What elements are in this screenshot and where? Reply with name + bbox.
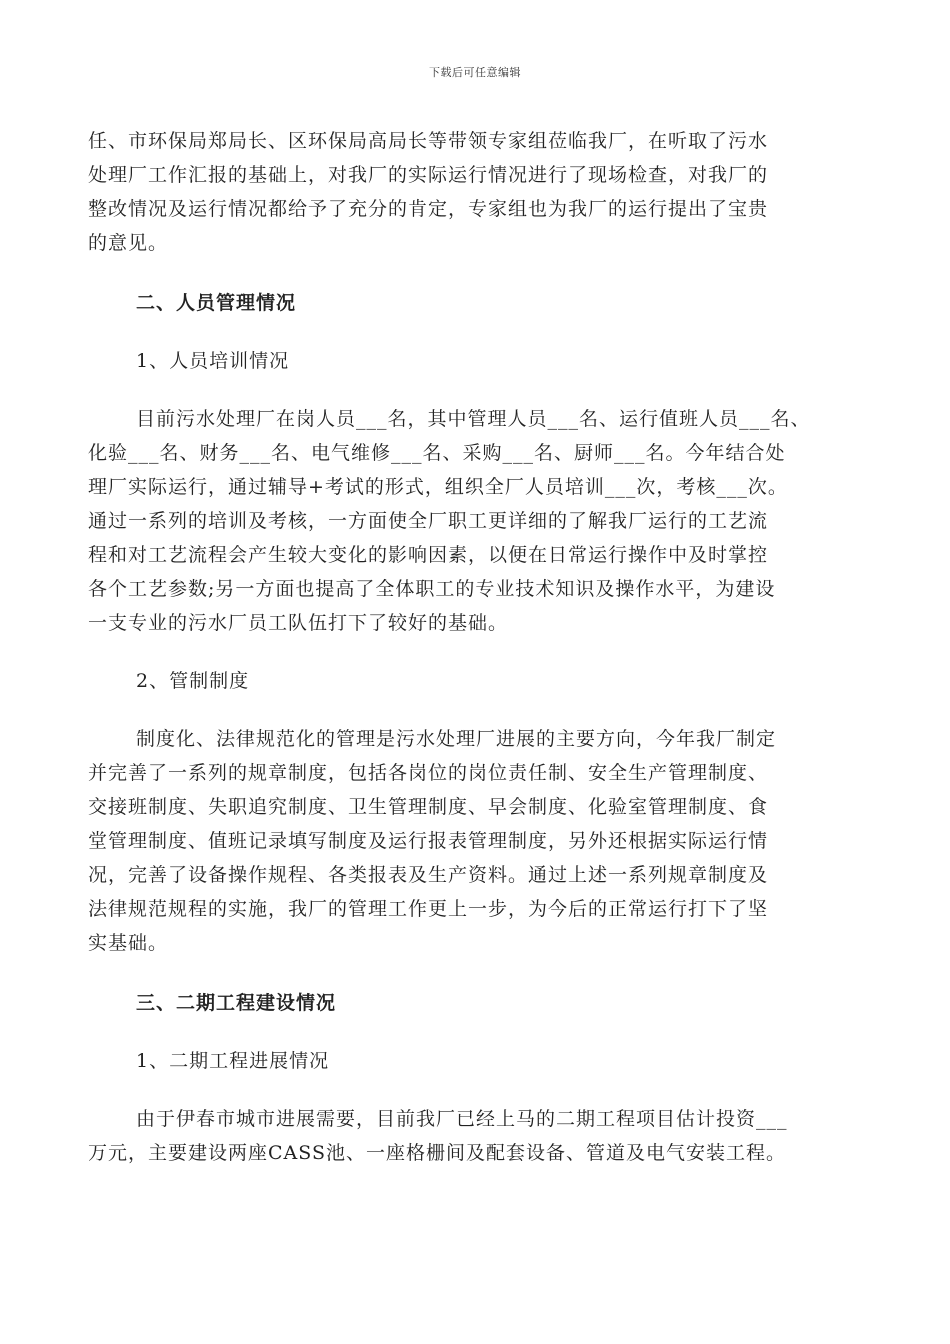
- text-line: 理厂实际运行，通过辅导+考试的形式，组织全厂人员培训___次，考核___次。: [88, 476, 788, 498]
- text-line: 各个工艺参数;另一方面也提高了全体职工的专业技术知识及操作水平，为建设: [88, 578, 776, 600]
- paragraph-intro: [88, 124, 878, 260]
- document-body: [88, 124, 878, 1170]
- text-line: 万元，主要建设两座CASS池、一座格栅间及配套设备、管道及电气安装工程。: [88, 1142, 786, 1164]
- text-line: 况，完善了设备操作规程、各类报表及生产资料。通过上述一系列规章制度及: [88, 864, 769, 886]
- subheading-training: 1、人员培训情况: [136, 350, 290, 372]
- text-line: 任、市环保局郑局长、区环保局高局长等带领专家组莅临我厂，在听取了污水: [88, 130, 769, 152]
- paragraph-rules: [88, 722, 878, 960]
- text-line: 由于伊春市城市进展需要，目前我厂已经上马的二期工程项目估计投资___: [136, 1108, 788, 1130]
- text-line: 程和对工艺流程会产生较大变化的影响因素，以便在日常运行操作中及时掌控: [88, 544, 769, 566]
- text-line: 制度化、法律规范化的管理是污水处理厂进展的主要方向，今年我厂制定: [136, 728, 777, 750]
- paragraph-progress: [88, 1102, 878, 1170]
- section-heading-personnel: 二、人员管理情况: [136, 292, 297, 314]
- text-line: 目前污水处理厂在岗人员___名，其中管理人员___名、运行值班人员___名、: [136, 408, 811, 430]
- text-line: 一支专业的污水厂员工队伍打下了较好的基础。: [88, 612, 509, 634]
- text-line: 的意见。: [88, 232, 169, 254]
- subheading-progress: 1、二期工程进展情况: [136, 1050, 330, 1072]
- subheading-rules: 2、管制制度: [136, 670, 250, 692]
- page-header: 下载后可任意编辑: [429, 66, 521, 79]
- section-heading-phase2: 三、二期工程建设情况: [136, 992, 337, 1014]
- text-line: 处理厂工作汇报的基础上，对我厂的实际运行情况进行了现场检查，对我厂的: [88, 164, 769, 186]
- text-line: 法律规范规程的实施，我厂的管理工作更上一步，为今后的正常运行打下了坚: [88, 898, 769, 920]
- text-line: 化验___名、财务___名、电气维修___名、采购___名、厨师___名。今年结合处: [88, 442, 786, 464]
- text-line: 并完善了一系列的规章制度，包括各岗位的岗位责任制、安全生产管理制度、: [88, 762, 769, 784]
- paragraph-training: [88, 402, 878, 640]
- text-line: 通过一系列的培训及考核，一方面使全厂职工更详细的了解我厂运行的工艺流: [88, 510, 769, 532]
- text-line: 交接班制度、失职追究制度、卫生管理制度、早会制度、化验室管理制度、食: [88, 796, 769, 818]
- text-line: 整改情况及运行情况都给予了充分的肯定，专家组也为我厂的运行提出了宝贵: [88, 198, 769, 220]
- text-line: 实基础。: [88, 932, 169, 954]
- text-line: 堂管理制度、值班记录填写制度及运行报表管理制度，另外还根据实际运行情: [88, 830, 769, 852]
